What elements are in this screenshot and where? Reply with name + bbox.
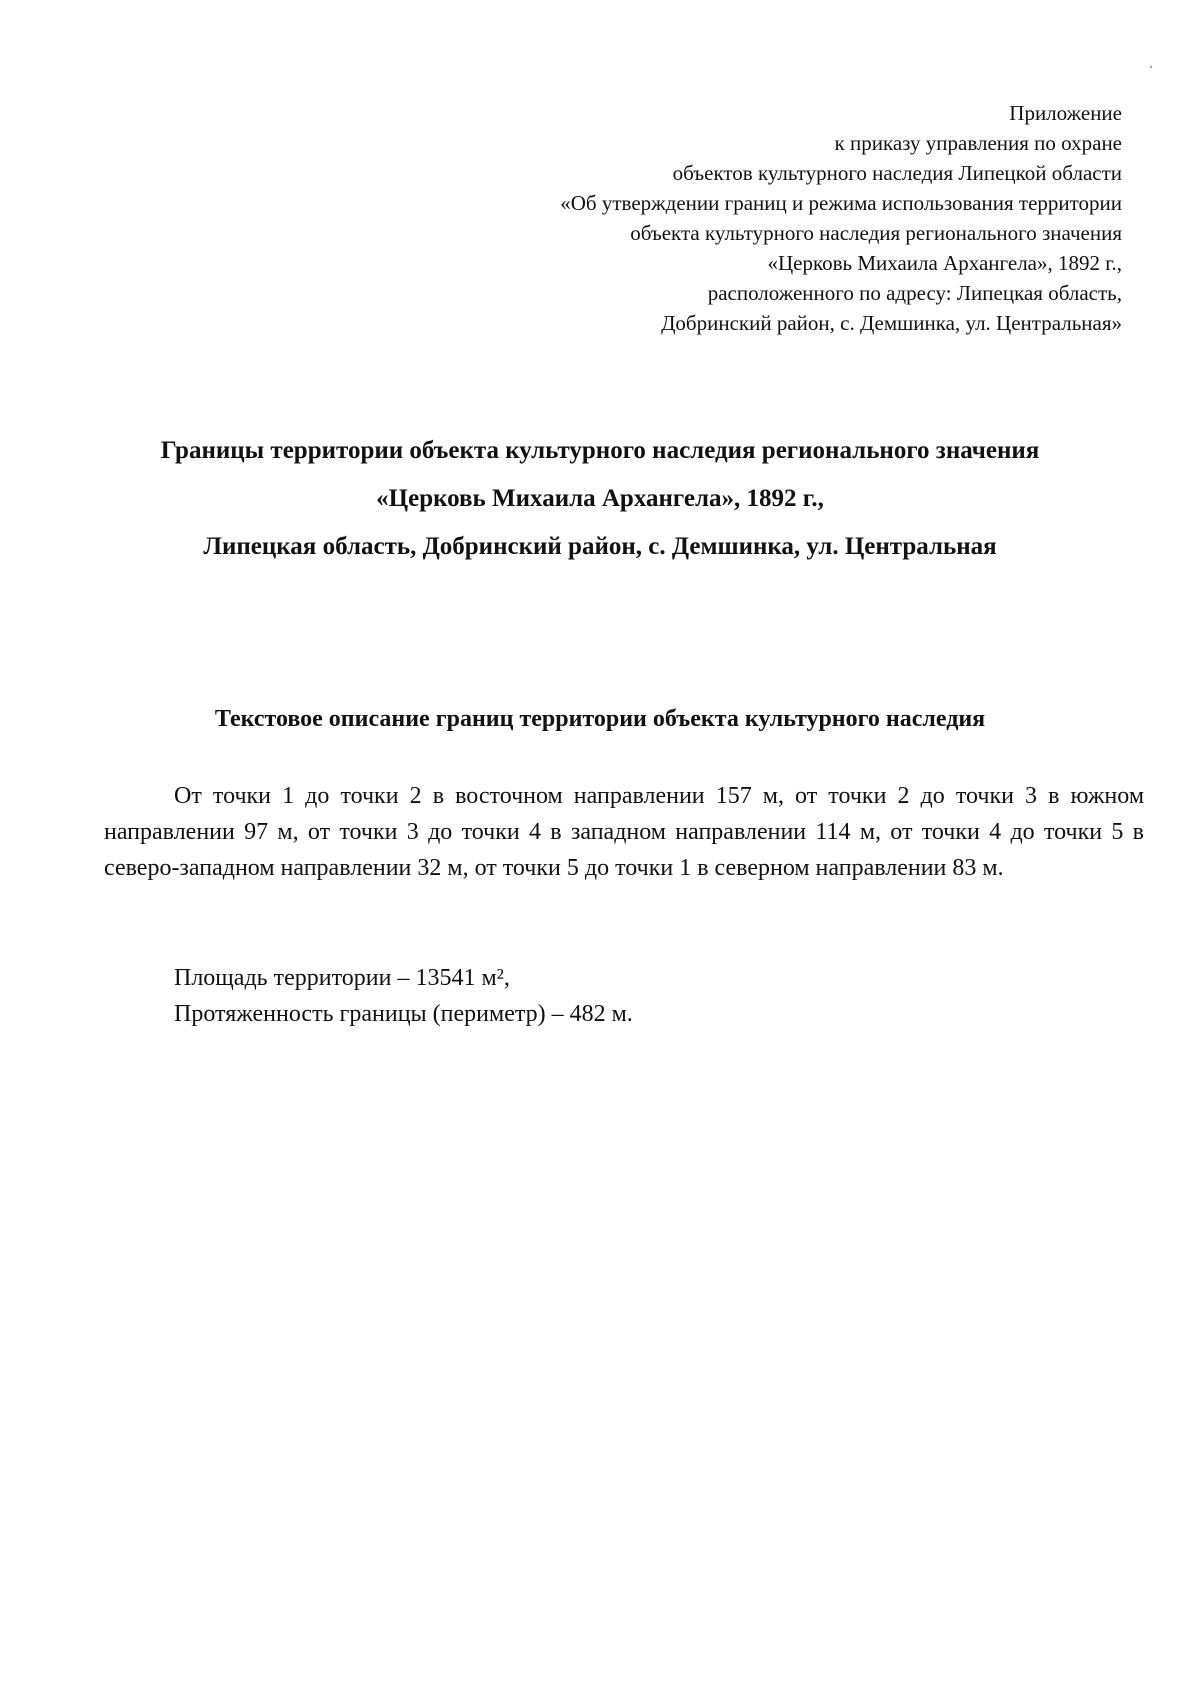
territory-stats bbox=[174, 960, 633, 1032]
appendix-line: «Церковь Михаила Архангела», 1892 г., bbox=[767, 251, 1122, 275]
appendix-line: к приказу управления по охране bbox=[834, 131, 1122, 155]
appendix-line: объекта культурного наследия регионального значения bbox=[630, 221, 1122, 245]
area-value: Площадь территории – 13541 м², bbox=[174, 965, 510, 991]
appendix-header bbox=[422, 98, 1122, 338]
section-heading: Текстовое описание границ территории объекта культурного наследия bbox=[214, 706, 986, 732]
appendix-line: Приложение bbox=[1009, 101, 1122, 125]
title-line: Липецкая область, Добринский район, с. Демшинка, ул. Центральная bbox=[203, 533, 997, 560]
boundary-description: От точки 1 до точки 2 в восточном направлении 157 м, от точки 2 до точки 3 в южном направлении 97 м, от точки 3 до точки 4 в западном направлении 114 м, от точки 4 до точки 5 в северо-западном направлении 32 м, от точки 5 до точки 1 в северном направлении 83 м. bbox=[104, 783, 1144, 881]
scan-speck bbox=[1150, 66, 1152, 68]
title-line: «Церковь Михаила Архангела», 1892 г., bbox=[376, 485, 824, 512]
appendix-line: Добринский район, с. Демшинка, ул. Центральная» bbox=[661, 311, 1122, 335]
perimeter-value: Протяженность границы (периметр) – 482 м. bbox=[174, 1001, 633, 1027]
appendix-line: «Об утверждении границ и режима использования территории bbox=[560, 191, 1122, 215]
document-title bbox=[60, 427, 1140, 571]
title-line: Границы территории объекта культурного наследия регионального значения bbox=[160, 437, 1040, 464]
appendix-line: расположенного по адресу: Липецкая область, bbox=[707, 281, 1122, 305]
appendix-line: объектов культурного наследия Липецкой области bbox=[672, 161, 1122, 185]
